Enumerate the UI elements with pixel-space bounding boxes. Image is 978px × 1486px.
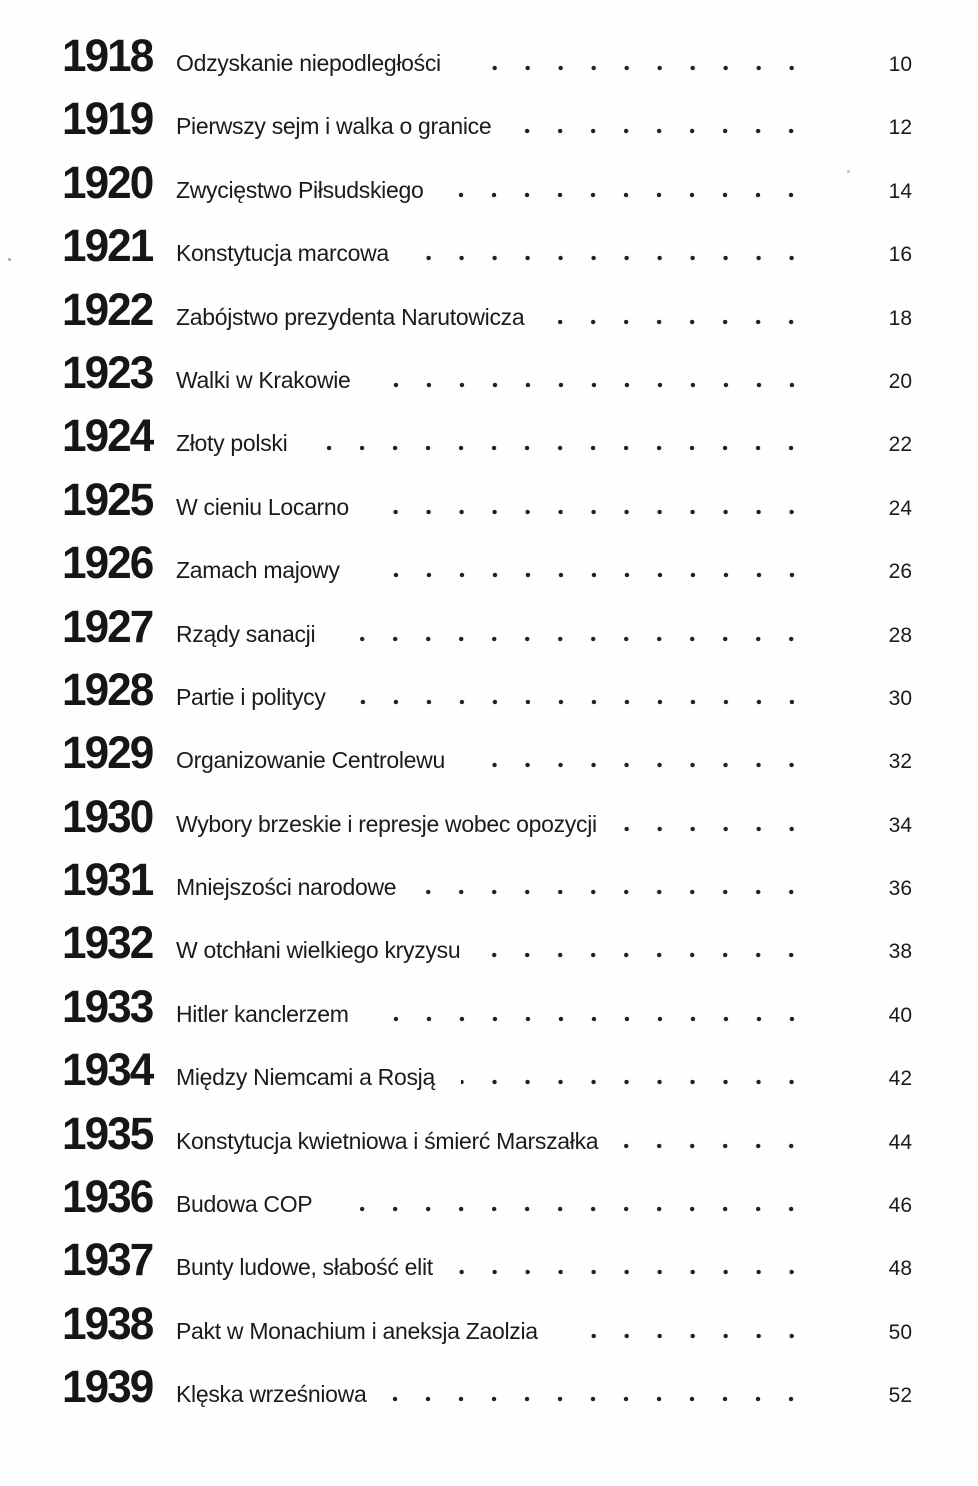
dot-leader — [550, 304, 808, 331]
dot-leader — [461, 1064, 808, 1091]
entry-page-number: 18 — [888, 306, 912, 330]
dot-leader — [459, 1254, 808, 1281]
toc-entry — [62, 474, 912, 537]
entry-title: Między Niemcami a Rosją — [176, 1064, 435, 1091]
entry-page-number: 12 — [888, 116, 912, 140]
toc-entry — [62, 981, 912, 1044]
entry-title: Złoty polski — [176, 430, 288, 457]
entry-year: 1939 — [62, 1361, 153, 1413]
dot-leader — [486, 937, 808, 964]
dot-leader — [375, 1001, 808, 1028]
entry-year: 1926 — [62, 537, 153, 589]
entry-title: Klęska wrześniowa — [176, 1381, 367, 1408]
entry-year: 1934 — [62, 1044, 153, 1096]
entry-title: Konstytucja marcowa — [176, 240, 389, 267]
entry-page-number: 34 — [888, 813, 912, 837]
entry-year: 1927 — [62, 600, 153, 652]
toc-entry — [62, 30, 912, 93]
entry-year: 1923 — [62, 346, 153, 398]
dot-leader — [624, 1128, 808, 1155]
entry-year: 1924 — [62, 410, 153, 462]
entry-title: Pierwszy sejm i walka o granice — [176, 113, 492, 140]
entry-year: 1937 — [62, 1234, 153, 1286]
entry-year: 1921 — [62, 220, 153, 272]
dot-leader — [467, 50, 808, 77]
toc-entry — [62, 284, 912, 347]
toc-entry — [62, 1171, 912, 1234]
toc-entry — [62, 157, 912, 220]
entry-year: 1919 — [62, 93, 153, 145]
entry-year: 1938 — [62, 1297, 153, 1349]
dot-leader — [471, 747, 808, 774]
entry-title: Rządy sanacji — [176, 620, 316, 647]
entry-year: 1936 — [62, 1171, 153, 1223]
dot-leader — [564, 1318, 808, 1345]
toc-entry — [62, 1298, 912, 1361]
dot-leader — [449, 177, 808, 204]
entry-page-number: 26 — [888, 560, 912, 584]
scan-speck — [8, 258, 11, 261]
entry-year: 1932 — [62, 917, 153, 969]
scan-speck — [847, 170, 850, 173]
entry-title: Wybory brzeskie i represje wobec opozycji — [176, 810, 597, 837]
entry-year: 1930 — [62, 790, 153, 842]
entry-title: Mniejszości narodowe — [176, 874, 397, 901]
dot-leader — [352, 684, 808, 711]
entry-page-number: 44 — [888, 1130, 912, 1154]
table-of-contents — [62, 30, 912, 1425]
dot-leader — [415, 240, 808, 267]
entry-page-number: 48 — [888, 1257, 912, 1281]
entry-page-number: 28 — [888, 623, 912, 647]
dot-leader — [377, 367, 808, 394]
dot-leader — [366, 557, 808, 584]
entry-year: 1929 — [62, 727, 153, 779]
toc-entry — [62, 220, 912, 283]
entry-title: Konstytucja kwietniowa i śmierć Marszałka — [176, 1127, 599, 1154]
toc-entry — [62, 727, 912, 790]
entry-year: 1928 — [62, 663, 153, 715]
entry-page-number: 16 — [888, 243, 912, 267]
entry-page-number: 22 — [888, 433, 912, 457]
entry-page-number: 30 — [888, 686, 912, 710]
entry-year: 1935 — [62, 1107, 153, 1159]
entry-page-number: 40 — [888, 1003, 912, 1027]
entry-page-number: 50 — [888, 1320, 912, 1344]
toc-entry — [62, 1361, 912, 1424]
toc-entry — [62, 854, 912, 917]
toc-entry — [62, 791, 912, 854]
entry-title: W cieniu Locarno — [176, 493, 349, 520]
entry-title: Hitler kanclerzem — [176, 1000, 349, 1027]
toc-entry — [62, 347, 912, 410]
dot-leader — [341, 621, 808, 648]
entry-title: Zwycięstwo Piłsudskiego — [176, 176, 424, 203]
entry-year: 1931 — [62, 854, 153, 906]
dot-leader — [375, 494, 808, 521]
toc-entry — [62, 93, 912, 156]
dot-leader — [623, 811, 808, 838]
entry-page-number: 36 — [888, 877, 912, 901]
entry-title: Organizowanie Centrolewu — [176, 747, 445, 774]
entry-title: Budowa COP — [176, 1191, 313, 1218]
toc-entry — [62, 537, 912, 600]
dot-leader — [338, 1191, 808, 1218]
entry-page-number: 10 — [888, 53, 912, 76]
entry-year: 1918 — [62, 30, 153, 81]
entry-page-number: 20 — [888, 369, 912, 393]
entry-title: Pakt w Monachium i aneksja Zaolzia — [176, 1317, 538, 1344]
dot-leader — [422, 874, 808, 901]
entry-year: 1920 — [62, 156, 153, 208]
entry-title: Odzyskanie niepodległości — [176, 50, 441, 76]
entry-title: Zabójstwo prezydenta Narutowicza — [176, 303, 525, 330]
entry-page-number: 42 — [888, 1067, 912, 1091]
entry-year: 1933 — [62, 980, 153, 1032]
toc-entry — [62, 410, 912, 473]
toc-entry — [62, 1108, 912, 1171]
entry-page-number: 32 — [888, 750, 912, 774]
entry-title: Zamach majowy — [176, 557, 340, 584]
entry-title: Bunty ludowe, słabość elit — [176, 1254, 433, 1281]
entry-page-number: 38 — [888, 940, 912, 964]
dot-leader — [392, 1381, 808, 1408]
dot-leader — [517, 113, 808, 140]
dot-leader — [313, 430, 808, 457]
entry-page-number: 52 — [888, 1384, 912, 1408]
entry-year: 1925 — [62, 473, 153, 525]
entry-page-number: 46 — [888, 1194, 912, 1218]
entry-year: 1922 — [62, 283, 153, 335]
entry-title: Walki w Krakowie — [176, 366, 351, 393]
entry-page-number: 24 — [888, 496, 912, 520]
entry-page-number: 14 — [888, 179, 912, 203]
toc-entry — [62, 664, 912, 727]
toc-entry — [62, 1234, 912, 1297]
toc-entry — [62, 1044, 912, 1107]
toc-entry — [62, 601, 912, 664]
toc-entry — [62, 917, 912, 980]
entry-title: W otchłani wielkiego kryzysu — [176, 937, 461, 964]
entry-title: Partie i politycy — [176, 683, 326, 710]
